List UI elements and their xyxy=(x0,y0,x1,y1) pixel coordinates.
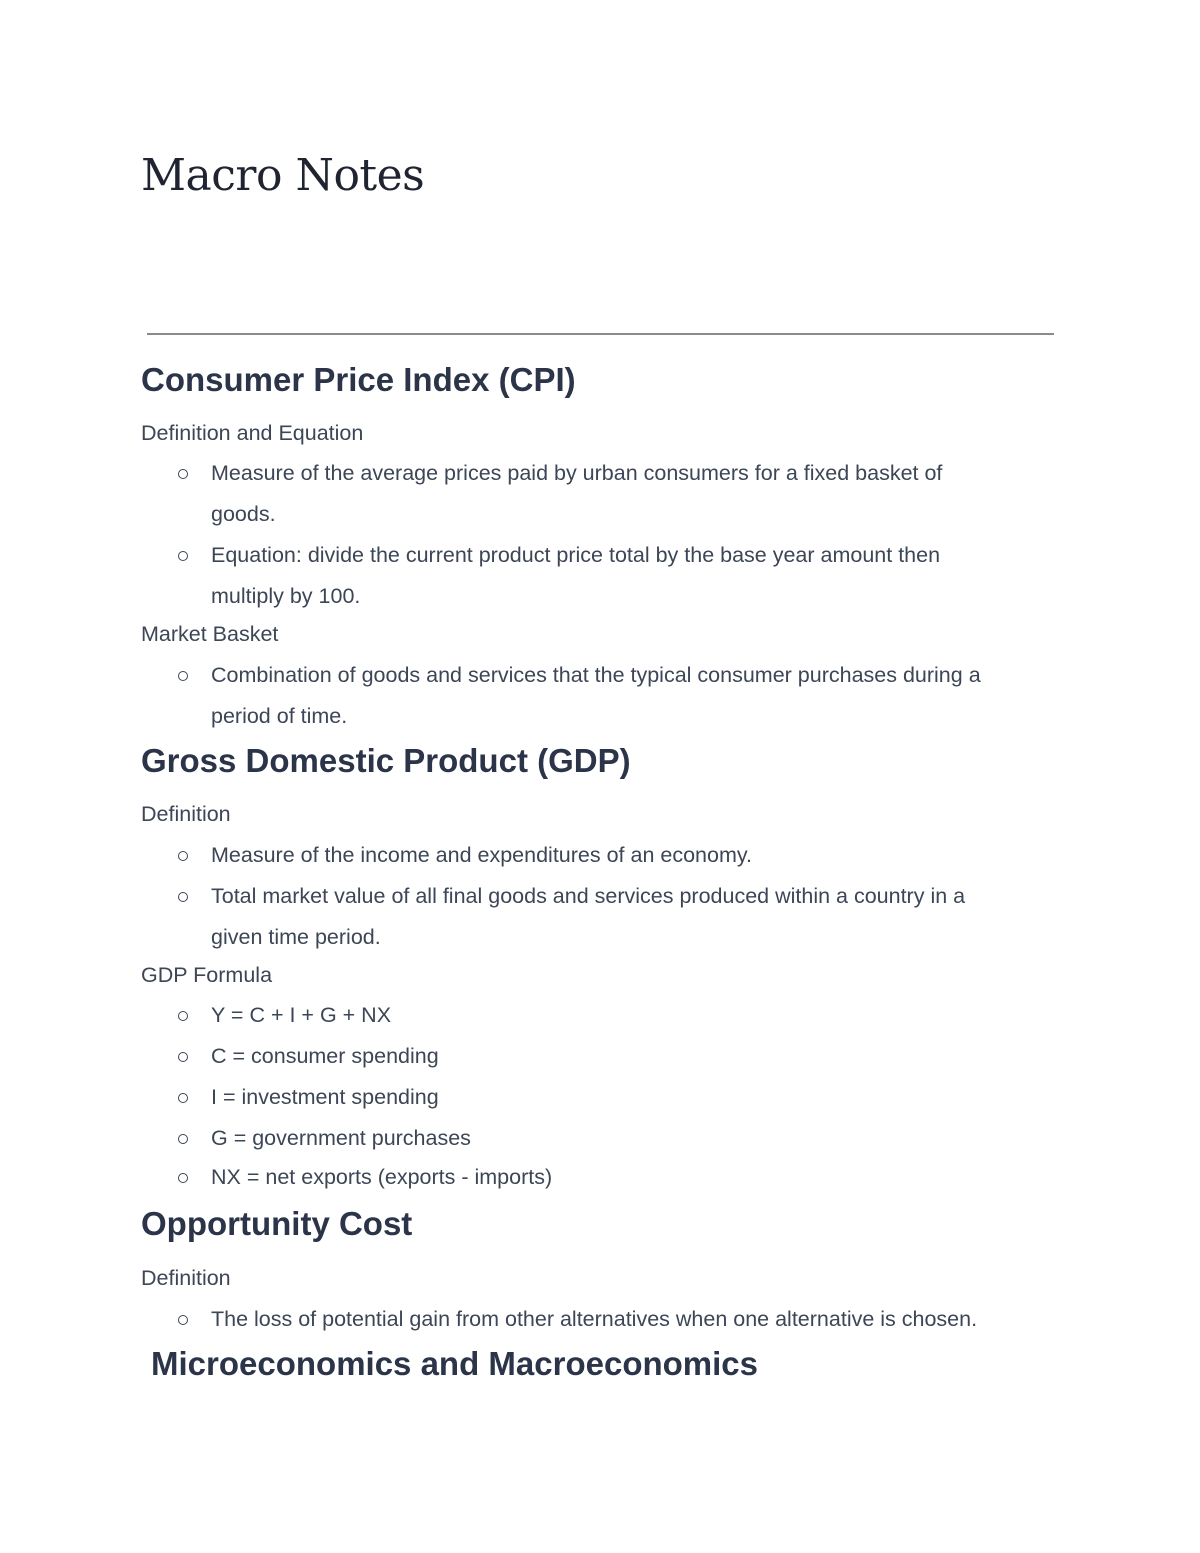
list-item-text: Combination of goods and services that the typical consumer purchases during a xyxy=(211,663,981,687)
hollow-circle-bullet-icon xyxy=(178,671,188,681)
heading-gdp: Gross Domestic Product (GDP) xyxy=(141,742,631,779)
list-item-text: Total market value of all final goods and services produced within a country in a xyxy=(211,884,966,908)
hollow-circle-bullet-icon xyxy=(178,1052,188,1062)
hollow-circle-bullet-icon xyxy=(178,851,188,861)
list-item-text: Measure of the average prices paid by urban consumers for a fixed basket of xyxy=(211,461,943,485)
hollow-circle-bullet-icon xyxy=(178,892,188,902)
subheading-gdp-formula: GDP Formula xyxy=(141,963,273,987)
list-item-text: NX = net exports (exports - imports) xyxy=(211,1165,553,1189)
list-item-text: goods. xyxy=(211,502,276,526)
hollow-circle-bullet-icon xyxy=(178,1315,188,1325)
list-item-text: Y = C + I + G + NX xyxy=(211,1003,392,1027)
subheading-definition: Definition xyxy=(141,802,231,826)
list-item-text: G = government purchases xyxy=(211,1126,471,1150)
list-item-text: Measure of the income and expenditures of an economy. xyxy=(211,843,753,867)
heading-opportunity-cost: Opportunity Cost xyxy=(141,1205,413,1242)
subheading-definition-and-equation: Definition and Equation xyxy=(141,421,364,445)
list-item-text: The loss of potential gain from other alternatives when one alternative is chosen. xyxy=(211,1307,978,1331)
list-item-text: Equation: divide the current product price total by the base year amount then xyxy=(211,543,941,567)
subheading-definition: Definition xyxy=(141,1266,231,1290)
document-title: Macro Notes xyxy=(141,150,425,201)
heading-cpi: Consumer Price Index (CPI) xyxy=(141,361,576,398)
list-item-text: multiply by 100. xyxy=(211,584,361,608)
list-item-text: C = consumer spending xyxy=(211,1044,439,1068)
horizontal-divider xyxy=(147,333,1054,335)
hollow-circle-bullet-icon xyxy=(178,1173,188,1183)
list-item-text: I = investment spending xyxy=(211,1085,439,1109)
heading-micro-and-macroeconomics: Microeconomics and Macroeconomics xyxy=(151,1345,759,1382)
subheading-market-basket: Market Basket xyxy=(141,622,279,646)
hollow-circle-bullet-icon xyxy=(178,1011,188,1021)
hollow-circle-bullet-icon xyxy=(178,469,188,479)
list-item-text: period of time. xyxy=(211,704,348,728)
hollow-circle-bullet-icon xyxy=(178,1093,188,1103)
hollow-circle-bullet-icon xyxy=(178,1134,188,1144)
list-item-text: given time period. xyxy=(211,925,381,949)
hollow-circle-bullet-icon xyxy=(178,551,188,561)
